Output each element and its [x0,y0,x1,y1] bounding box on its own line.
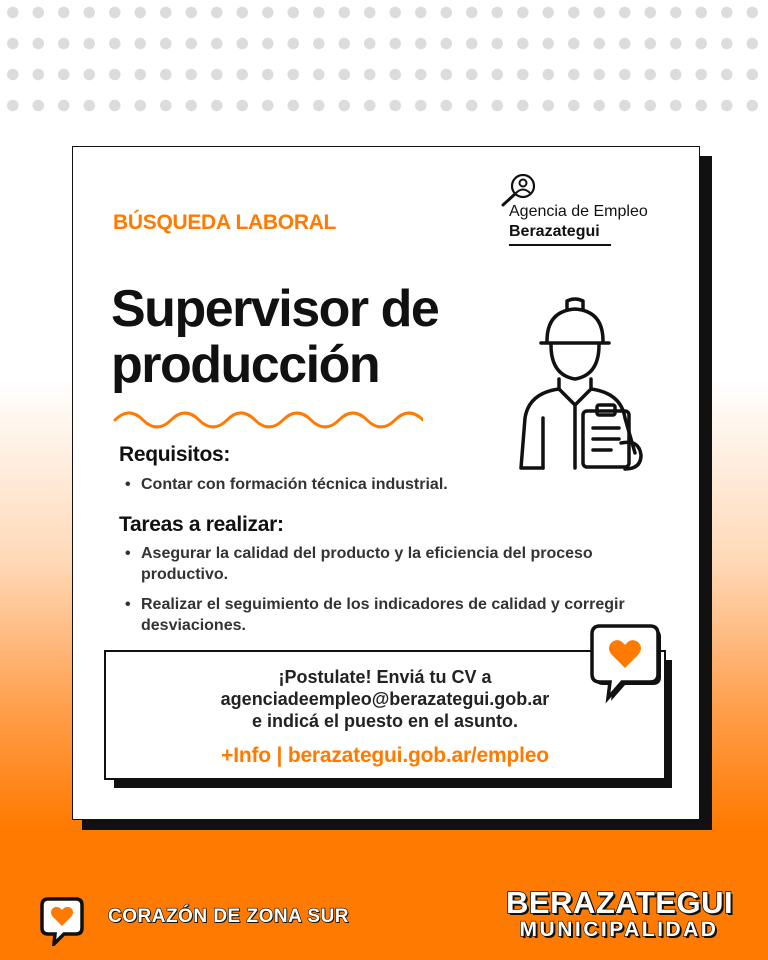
requirements-list [119,474,661,504]
tasks-list [119,543,661,645]
brand-bottom: MUNICIPALIDAD [519,918,719,941]
slogan: CORAZÓN DE ZONA SUR [108,906,350,927]
municipality-logo [506,885,734,942]
dot-pattern [0,0,768,120]
worker-clipboard-icon [513,293,663,473]
agency-name: Agencia de Empleo [509,203,648,220]
list-item: • Realizar el seguimiento de los indicadores de calidad y corregir desviaciones. [141,594,661,636]
apply-box [104,650,666,780]
list-item: • Contar con formación técnica industrial. [141,474,661,495]
apply-instructions: e indicá el puesto en el asunto. [251,711,519,731]
tasks-heading: Tareas a realizar: [119,513,284,536]
apply-text: ¡Postulate! Enviá tu CV a [278,667,492,687]
apply-email-link[interactable]: agenciadeempleo@berazategui.gob.ar [220,689,550,709]
brand-top: BERAZATEGUI [506,885,734,920]
agency-city: Berazategui [509,223,611,246]
magnifier-person-icon [501,171,541,207]
wave-divider [113,409,423,431]
heart-logo-icon [40,896,84,946]
job-title: Supervisor de producción [111,280,439,394]
requirements-heading: Requisitos: [119,443,231,466]
list-item: • Asegurar la calidad del producto y la eficiencia del proceso productivo. [141,543,661,585]
agency-logo [501,171,681,261]
heart-chat-bubble-icon [588,620,662,704]
job-kicker: BÚSQUEDA LABORAL [113,211,337,234]
info-link[interactable]: +Info | berazategui.gob.ar/empleo [221,744,549,767]
